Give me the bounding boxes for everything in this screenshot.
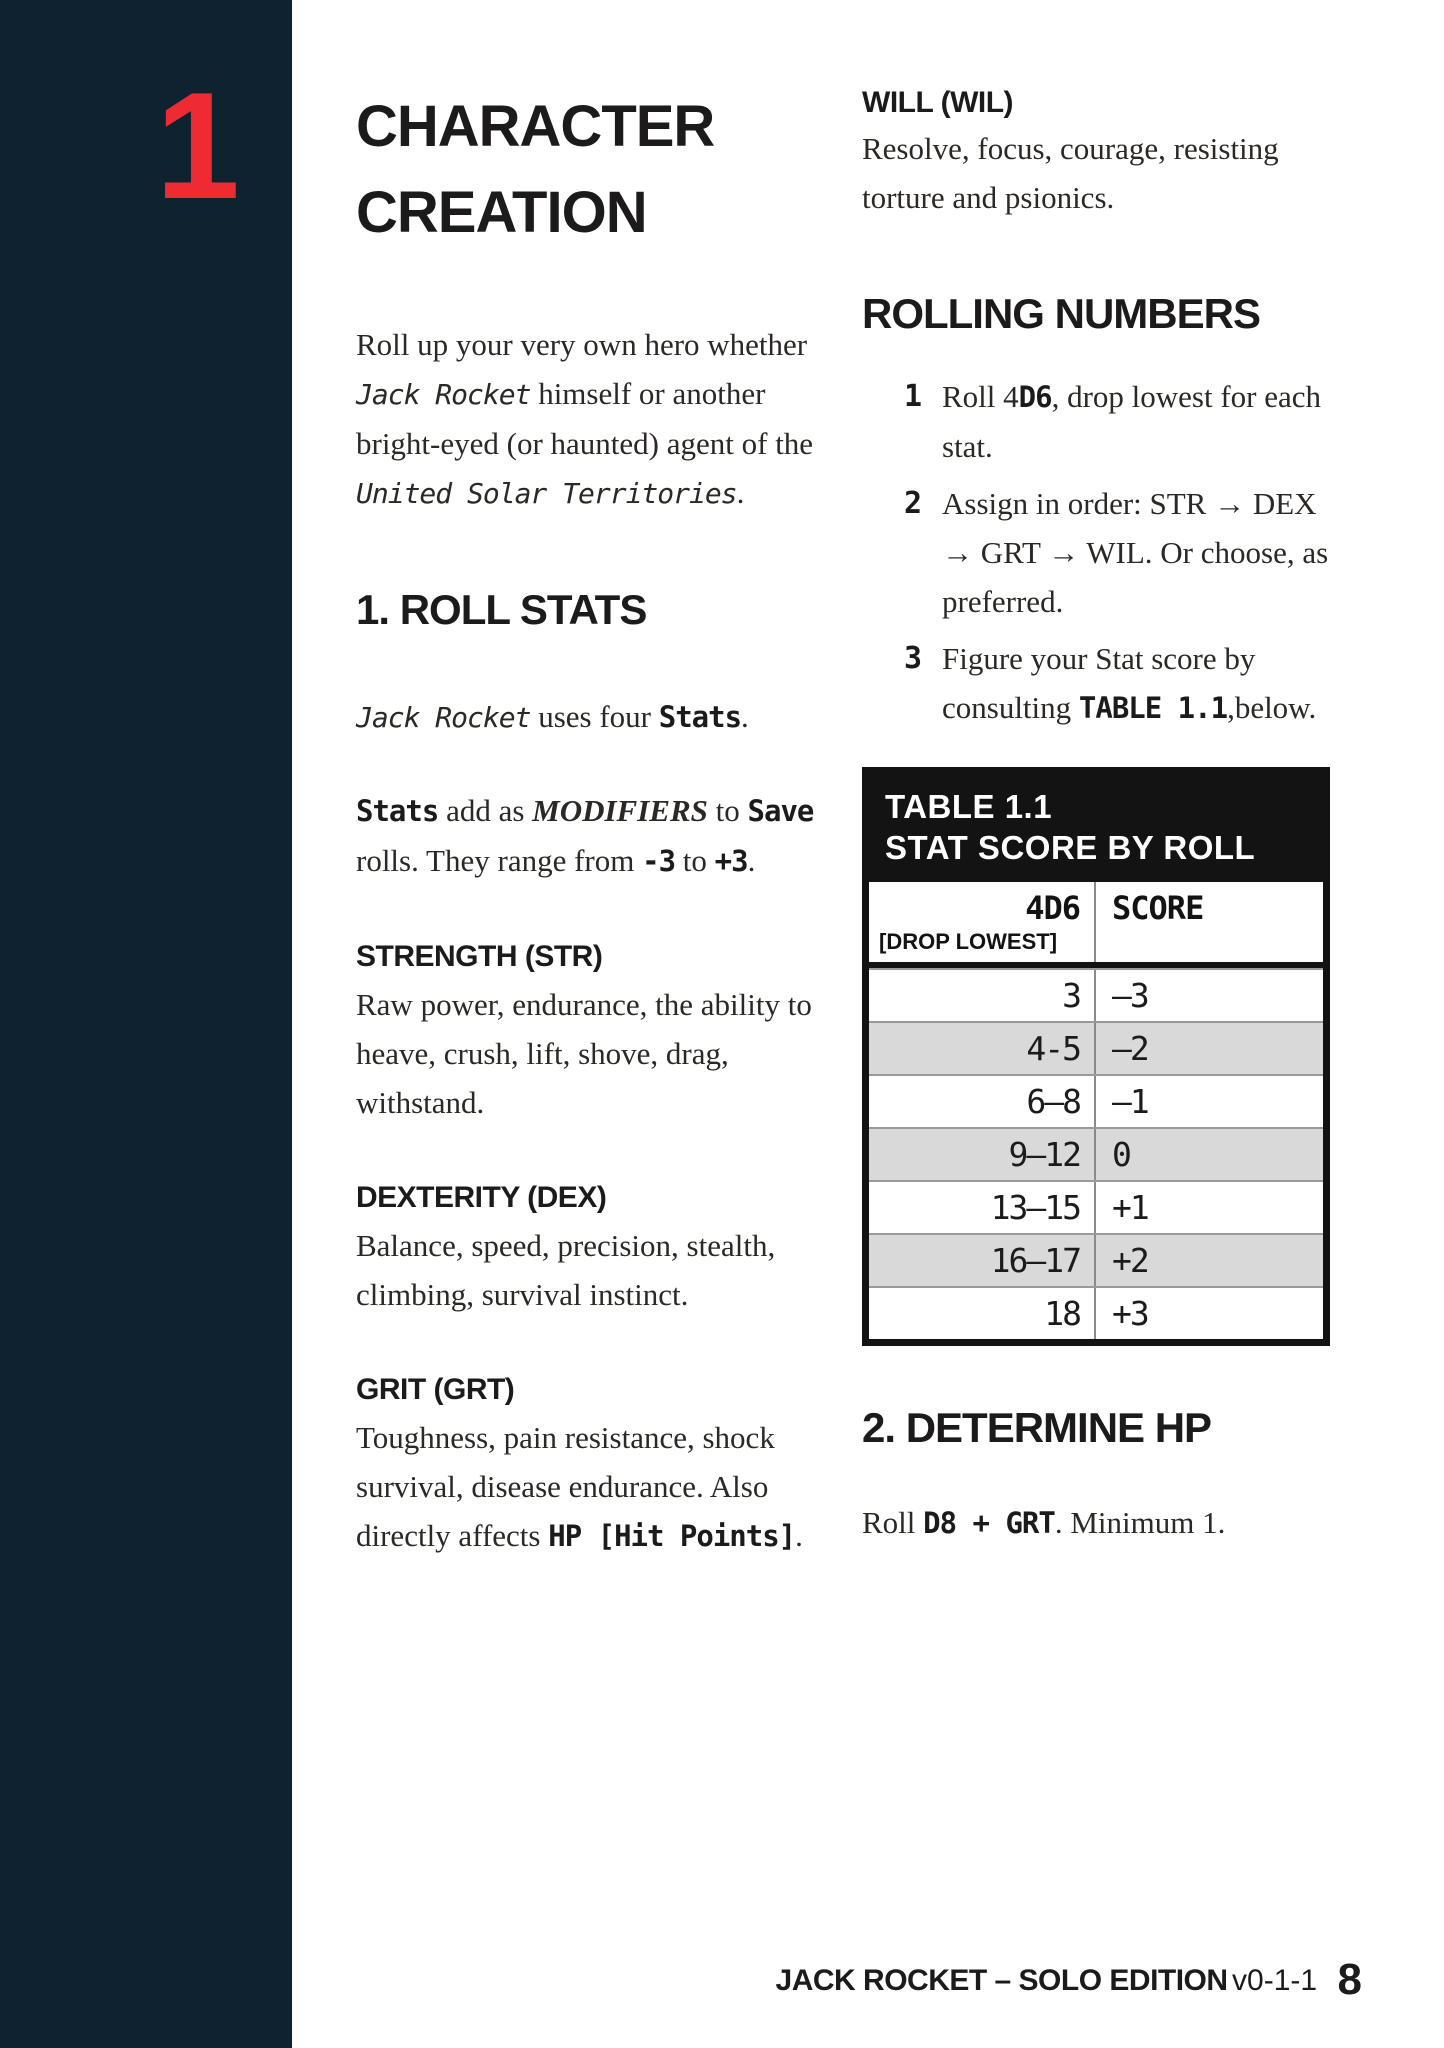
table-title [869, 774, 1323, 882]
jack-rocket-name: Jack Rocket [356, 701, 531, 734]
right-column [862, 84, 1330, 1548]
jack-rocket-name: Jack Rocket [356, 378, 531, 411]
table-row [869, 1233, 1323, 1286]
stats-keyword: Stats [356, 794, 439, 828]
left-column [356, 84, 818, 1561]
roll-cell: 9–12 [869, 1129, 1096, 1180]
modifiers-text: . [747, 843, 756, 878]
stats-keyword: Stats [658, 700, 742, 734]
table-row [869, 1127, 1323, 1180]
list-item-text [942, 372, 1330, 471]
stat-heading-dexterity: DEXTERITY (DEX) [356, 1181, 607, 1214]
united-solar-territories-name: United Solar Territories [356, 477, 737, 510]
section-heading-determine-hp: 2. DETERMINE HP [862, 1404, 1212, 1451]
chapter-number: 1 [155, 61, 234, 231]
page-footer [776, 1955, 1362, 2005]
save-keyword: Save [747, 794, 814, 828]
table-row [869, 1180, 1323, 1233]
score-cell: +3 [1112, 1294, 1148, 1333]
hp-text: Roll [862, 1505, 924, 1540]
stat-description-grit [356, 1413, 818, 1561]
list-item-text [942, 479, 1330, 626]
page-title-line2: CREATION [356, 180, 647, 245]
uses-text: . [741, 699, 749, 734]
stat-heading-will: WILL (WIL) [862, 86, 1014, 119]
page-number: 8 [1337, 1955, 1362, 2004]
intro-paragraph [356, 320, 818, 518]
modifiers-text: to [675, 843, 715, 878]
score-column-header: SCORE [1112, 889, 1204, 927]
score-cell: +2 [1112, 1241, 1148, 1280]
stat-heading-grit: GRIT (GRT) [356, 1373, 515, 1406]
book-title: JACK ROCKET – SOLO EDITION [775, 1964, 1228, 1997]
table-ref-keyword: TABLE 1.1 [1078, 691, 1228, 725]
stat-description-dexterity: Balance, speed, precision, stealth, climbing, survival instinct. [356, 1228, 776, 1312]
roll-cell: 16–17 [869, 1235, 1096, 1286]
modifiers-keyword: MODIFIERS [532, 793, 708, 828]
modifiers-text: rolls. They range from [356, 843, 643, 878]
roll-column-header [869, 882, 1096, 962]
list-item [862, 634, 1330, 733]
roll-cell: 13–15 [869, 1182, 1096, 1233]
roll-cell: 6–8 [869, 1076, 1096, 1127]
table-title-line1: TABLE 1.1 [885, 788, 1053, 825]
table-title-line2: STAT SCORE BY ROLL [885, 829, 1256, 866]
roll-column-sublabel: [DROP LOWEST] [879, 929, 1058, 954]
intro-text: Roll up your very own hero whether [356, 327, 808, 362]
list-item-number: 1 [904, 379, 923, 414]
grit-text: . [795, 1518, 803, 1553]
list-item [862, 372, 1330, 471]
item-text: , drop lowest for each stat. [942, 379, 1322, 464]
list-item-number: 2 [904, 486, 923, 521]
table-row [869, 1074, 1323, 1127]
plus-three-value: +3 [714, 844, 748, 878]
roll-cell: 18 [869, 1288, 1096, 1339]
list-item-number: 3 [904, 641, 923, 676]
score-cell: +1 [1112, 1188, 1148, 1227]
grit-text: Toughness, pain resistance, shock survival, disease endurance. Also directly affects [356, 1420, 775, 1553]
list-item-text [942, 634, 1330, 733]
stat-score-table [862, 767, 1330, 1346]
table-row [869, 1286, 1323, 1339]
uses-text: uses four [530, 699, 659, 734]
item-text: Assign in order: STR → DEX → GRT → WIL. Or choose, as preferred. [942, 486, 1329, 619]
roll-column-label: 4D6 [1025, 889, 1080, 927]
stat-description-strength: Raw power, endurance, the ability to heave, crush, lift, shove, drag, withstand. [356, 987, 812, 1120]
stat-description-will: Resolve, focus, courage, resisting torture and psionics. [862, 131, 1279, 215]
score-cell: –1 [1112, 1082, 1148, 1121]
d8-grt-keyword: D8 + GRT [923, 1506, 1055, 1540]
roll-cell: 3 [869, 970, 1096, 1021]
item-text: Figure your Stat score by consulting [942, 641, 1256, 725]
intro-text: himself or another bright-eyed (or haunted) agent of the [356, 376, 814, 461]
section-heading-roll-stats: 1. ROLL STATS [356, 586, 647, 633]
hp-keyword: HP [Hit Points] [548, 1519, 796, 1553]
modifiers-text: to [707, 793, 748, 828]
modifiers-text: add as [438, 793, 533, 828]
table-row [869, 1021, 1323, 1074]
section-heading-rolling-numbers: ROLLING NUMBERS [862, 290, 1260, 337]
intro-text: . [736, 475, 745, 510]
uses-paragraph [356, 692, 818, 742]
item-text: ,below. [1227, 690, 1317, 725]
hp-text: . Minimum 1. [1054, 1505, 1226, 1540]
score-cell: 0 [1112, 1135, 1130, 1174]
list-item [862, 479, 1330, 626]
score-cell: –2 [1112, 1029, 1148, 1068]
table-row [869, 968, 1323, 1021]
page-title-line1: CHARACTER [356, 94, 715, 159]
version-label: v0-1-1 [1232, 1964, 1318, 1997]
item-text: Roll 4 [942, 379, 1019, 414]
roll-cell: 4-5 [869, 1023, 1096, 1074]
modifiers-paragraph [356, 786, 818, 886]
stat-heading-strength: STRENGTH (STR) [356, 940, 603, 973]
score-cell: –3 [1112, 976, 1148, 1015]
d6-keyword: D6 [1018, 380, 1052, 414]
table-column-headers [869, 882, 1323, 968]
page-title [356, 84, 818, 256]
determine-hp-paragraph [862, 1498, 1330, 1548]
minus-three-value: -3 [642, 844, 676, 878]
rolling-numbers-list [862, 372, 1330, 733]
chapter-sidebar [0, 0, 292, 2048]
